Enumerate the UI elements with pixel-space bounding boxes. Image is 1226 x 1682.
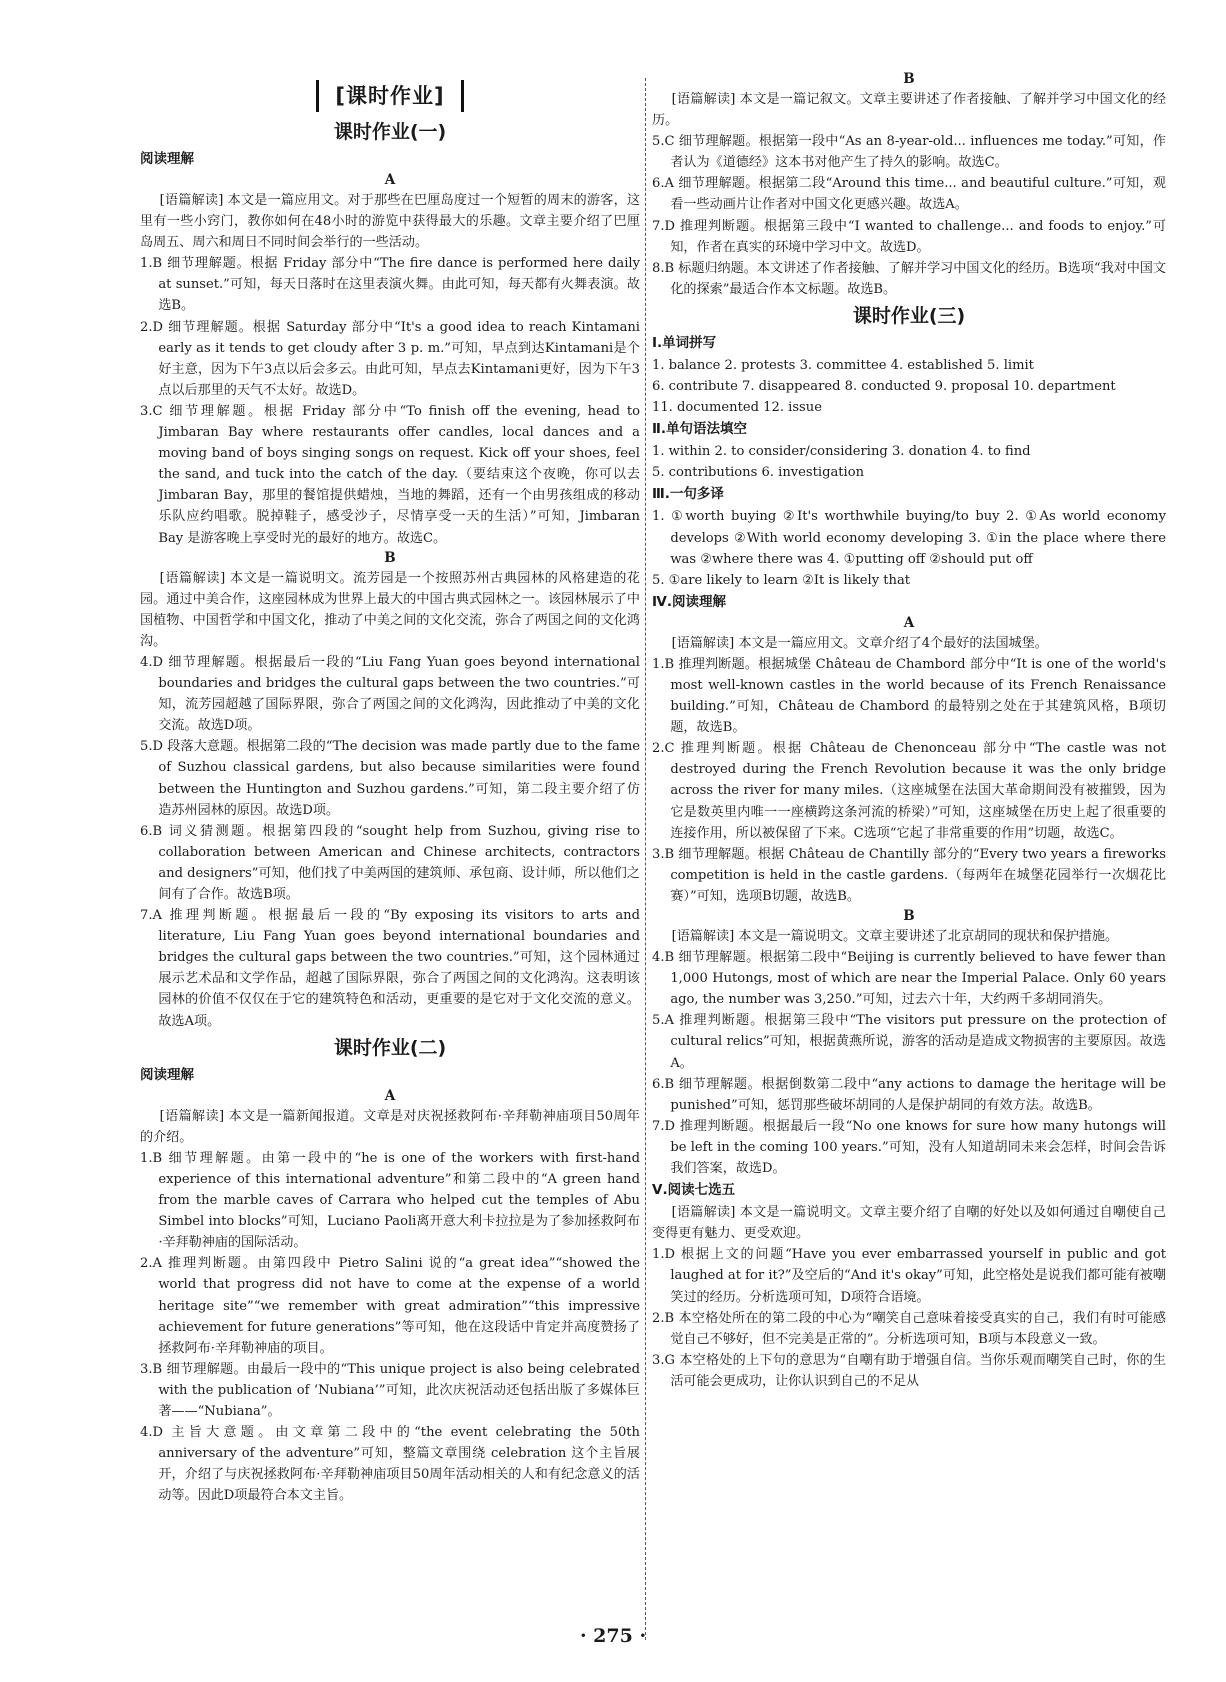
- passage-letter: A: [384, 172, 396, 188]
- answer-item: 1.B 细节理解题。由第一段中的“he is one of the workers with first-hand experience of this international adventure”和第二段中的“A green hand from the marble caves of Carrara who helped cut the temples of Abu Simbel into blocks”可知，Luciano Paoli离开意大利卡拉拉是为了参加拯救阿布·辛拜勒神庙的国际活动。: [140, 1150, 640, 1251]
- answer-item: 3.C 细节理解题。根据 Friday 部分中“To finish off the evening, head to Jimbaran Bay where restaurants offer candles, local dances and a moving band of boys singing songs on request. Kick off your shoes, feel the sand, and tuck into the catch of the day.（要结束这个夜晚，你可以去Jimbaran Bay，那里的餐馆提供蜡烛，当地的舞蹈，还有一个由男孩组成的移动乐队应约唱歌。脱掉鞋子，感受沙子，尽情享受一天的生活）”可知，Jimbaran Bay 是游客晚上享受时光的最好的地方。故选C。: [140, 403, 640, 546]
- answer-item: 3.B 细节理解题。根据 Château de Chantilly 部分的“Every two years a fireworks competition is held in the castle gardens.（每两年在城堡花园举行一次烟花比赛）”可知，选项B切题，故选B。: [652, 846, 1166, 904]
- section-heading: Ⅲ.一句多译: [652, 486, 724, 503]
- answer-item: 5.A 推理判断题。根据第三段中“The visitors put pressure on the protection of cultural relics”可知，根据黄燕所说，游客的活动是造成文物损害的主要原因。故选A。: [652, 1013, 1166, 1071]
- answer-item: 4.B 细节理解题。根据第二段中“Beijing is currently believed to have fewer than 1,000 Hutongs, most of which are near the Imperial Palace. Only 60 years ago, the number was 3,250.”可知，过去六十年，大约两千多胡同消失。: [652, 950, 1166, 1008]
- answer-item: 5.D 段落大意题。根据第二段的“The decision was made partly due to the fame of Suzhou classical gardens, but also because similarities were found between the Huntington and Suzhou gardens.”可知，第二段主要介绍了仿造苏州园林的原因。故选D项。: [140, 739, 640, 818]
- section-heading: Ⅳ.阅读理解: [652, 593, 726, 610]
- passage-letter: A: [903, 614, 915, 631]
- answer-line: 6. contribute 7. disappeared 8. conducted 9. proposal 10. department: [652, 379, 1116, 395]
- answer-item: 6.A 细节理解题。根据第二段“Around this time... and beautiful culture.”可知，观看一些动画片让作者对中国文化更感兴趣。故选A。: [652, 176, 1166, 213]
- answer-line: 11. documented 12. issue: [652, 400, 822, 416]
- answer-item: 3.B 细节理解题。由最后一段中的“This unique project is also being celebrated with the publication of ‘Nubiana’”可知，此次庆祝活动还包括出版了多媒体巨著——“Nubiana”。: [140, 1361, 640, 1419]
- answer-item: 6.B 细节理解题。根据倒数第二段中“any actions to damage the heritage will be punished”可知，惩罚那些破坏胡同的人是保护胡同的有效方法。故选B。: [652, 1076, 1166, 1113]
- homework-2-title: 课时作业(二): [333, 1036, 447, 1059]
- passage-summary: [语篇解读] 本文是一篇记叙文。文章主要讲述了作者接触、了解并学习中国文化的经历。: [652, 92, 1166, 129]
- answer-line: 1. within 2. to consider/considering 3. donation 4. to find: [652, 444, 1031, 460]
- passage-letter: B: [384, 549, 396, 566]
- answer-item: 4.D 细节理解题。根据最后一段的“Liu Fang Yuan goes beyond international boundaries and bridges the cultural gaps between the two countries.”可知，流芳园超越了国际界限，弥合了两国之间的文化鸿沟，因此推动了中美的文化交流。故选D项。: [140, 654, 640, 734]
- homework-3-title: 课时作业(三): [852, 304, 966, 327]
- passage-summary: [语篇解读] 本文是一篇应用文。对于那些在巴厘岛度过一个短暂的周末的游客，这里有一些小窍门，教你如何在48小时的游览中获得最大的乐趣。文章主要介绍了巴厘岛周五、周六和周日不同时间会举行的一些活动。: [140, 193, 640, 251]
- answer-item: 2.A 推理判断题。由第四段中 Pietro Salini 说的“a great idea”“showed the world that progress did not have to come at the expense of a world heritage site”“we remember with great admiration”“this impressive achievement for future generations”等可知，他在这段话中肯定并高度赞扬了拯救阿布·辛拜勒神庙的项目。: [140, 1256, 640, 1356]
- section-heading: Ⅰ.单词拼写: [652, 334, 717, 351]
- answer-item: 7.A 推理判断题。根据最后一段的“By exposing its visitors to arts and literature, Liu Fang Yuan goes beyond international boundaries and bridges the cultural gaps between the two countries.”可知，这个园林通过展示艺术品和文学作品，超越了国际界限，弥合了两国之间的文化鸿沟。这表明该园林的价值不仅仅在于它的建筑特色和活动，更重要的是它对于文化交流的意义。故选A项。: [140, 908, 640, 1029]
- section-box-title: [课时作业]: [316, 80, 464, 112]
- answer-item: 2.B 本空格处所在的第二段的中心为“嘲笑自己意味着接受真实的自己，我们有时可能感觉自己不够好，但不完美是正常的”。分析选项可知，B项与本段意义一致。: [652, 1310, 1166, 1347]
- column-divider: [645, 78, 646, 1640]
- passage-summary: [语篇解读] 本文是一篇说明文。文章主要讲述了北京胡同的现状和保护措施。: [671, 929, 1119, 944]
- answer-item: 7.D 推理判断题。根据最后一段“No one knows for sure how many hutongs will be left in the coming 100 years.”可知，没有人知道胡同未来会怎样，时间会告诉我们答案，故选D。: [652, 1118, 1166, 1177]
- answer-item: 4.D 主旨大意题。由文章第二段中的“the event celebrating the 50th anniversary of the adventure”可知，整篇文章围绕 celebration 这个主旨展开，介绍了与庆祝拯救阿布·辛拜勒神庙项目50周年活动相关的人和有纪念意义的活动等。因此D项最符合本文主旨。: [140, 1425, 640, 1504]
- passage-summary: [语篇解读] 本文是一篇应用文。文章介绍了4个最好的法国城堡。: [671, 635, 1048, 651]
- answer-item: 2.D 细节理解题。根据 Saturday 部分中“It's a good idea to reach Kintamani early as it tends to get cloudy after 3 p. m.”可知，早点到达Kintamani是个好主意，因为下午3点以后会多云。由此可知，早点去Kintamani更好，因为下午3点以后那里的天气不太好。故选D。: [140, 319, 640, 398]
- answer-line: 1. balance 2. protests 3. committee 4. established 5. limit: [652, 357, 1034, 373]
- answer-item: 1.B 推理判断题。根据城堡 Château de Chambord 部分中“It is one of the world's most well-known castles in the world because of its French Renaissance building.”可知，Château de Chambord 的最特别之处在于其建筑风格，B项切题，故选B。: [652, 656, 1166, 736]
- answer-item: 5.C 细节理解题。根据第一段中“As an 8-year-old... influences me today.”可知，作者认为《道德经》这本书对他产生了持久的影响。故选C。: [652, 134, 1166, 171]
- hw2-section-reading: 阅读理解: [140, 1066, 194, 1083]
- answer-line: 5. contributions 6. investigation: [652, 465, 865, 481]
- page-number: · 275 ·: [579, 1625, 647, 1647]
- passage-summary: [语篇解读] 本文是一篇新闻报道。文章是对庆祝拯救阿布·辛拜勒神庙项目50周年的介绍。: [140, 1108, 640, 1145]
- passage-letter: A: [384, 1087, 396, 1104]
- answer-item: 2.C 推理判断题。根据 Château de Chenonceau 部分中“The castle was not destroyed during the French Revolution because it was the only bridge across the river for many miles.（这座城堡在法国大革命期间没有被摧毁，因为它是数英里内唯一一座横跨这条河流的桥梁）”可知，这座城堡在历史上起了很重要的连接作用，所以被保留了下来。C选项“它起了非常重要的作用”切题，故选C。: [652, 741, 1166, 841]
- answer-item: 1.B 细节理解题。根据 Friday 部分中“The fire dance is performed here daily at sunset.”可知，每天日落时在这里表演火舞。由此可知，每天都有火舞表演。故选B。: [140, 256, 640, 314]
- homework-1-title: 课时作业(一): [333, 121, 447, 143]
- passage-letter: B: [903, 71, 915, 87]
- left-column: [140, 70, 640, 1506]
- passage-summary: [语篇解读] 本文是一篇说明文。文章主要介绍了自嘲的好处以及如何通过自嘲使自己变得更有魅力、更受欢迎。: [652, 1205, 1166, 1242]
- answer-line: 1. ①worth buying ②It's worthwhile buying/to buy 2. ①As world economy develops ②With world economy developing 3. ①in the place where there was ②where there was 4. ①putting off ②should put off: [652, 509, 1166, 567]
- passage-letter: B: [903, 908, 915, 924]
- section-heading: Ⅱ.单句语法填空: [652, 421, 748, 438]
- answer-item: 6.B 词义猜测题。根据第四段的“sought help from Suzhou, giving rise to collaboration between American and Chinese architects, contractors and designers”可知，他们找了中美两国的建筑师、承包商、设计师，所以他们之间有了合作。故选B项。: [140, 823, 640, 902]
- right-column: [652, 70, 1166, 1392]
- answer-item: 3.G 本空格处的上下句的意思为“自嘲有助于增强自信。当你乐观而嘲笑自己时，你的生活可能会更成功，让你认识到自己的不足从: [652, 1352, 1166, 1389]
- answer-line: 5. ①are likely to learn ②It is likely that: [652, 572, 911, 588]
- passage-summary: [语篇解读] 本文是一篇说明文。流芳园是一个按照苏州古典园林的风格建造的花园。通过中美合作，这座园林成为世界上最大的中国古典式园林之一。该园林展示了中国植物、中国哲学和中国文化，推动了中美之间的文化交流，弥合了两国之间的文化鸿沟。: [140, 570, 640, 649]
- answer-item: 8.B 标题归纳题。本文讲述了作者接触、了解并学习中国文化的经历。B选项“我对中国文化的探索”最适合作本文标题。故选B。: [652, 260, 1166, 297]
- answer-item: 7.D 推理判断题。根据第三段中“I wanted to challenge... and foods to enjoy.”可知，作者在真实的环境中学习中文。故选D。: [652, 218, 1166, 255]
- answer-item: 1.D 根据上文的问题“Have you ever embarrassed yourself in public and got laughed at for it?”及空后的“And it's okay”可知，此空格处是说我们都可能有被嘲笑过的经历。分析选项可知，D项符合语境。: [652, 1247, 1166, 1305]
- section-heading: Ⅴ.阅读七选五: [652, 1182, 736, 1199]
- hw1-section-reading: 阅读理解: [140, 151, 194, 167]
